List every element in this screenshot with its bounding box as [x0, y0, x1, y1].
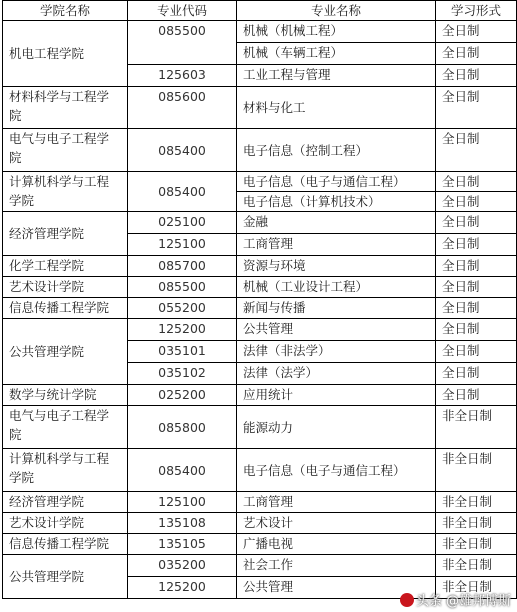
- table-row: [3, 319, 517, 341]
- major-cell: 艺术设计: [237, 513, 436, 534]
- header-mode: 学习形式: [436, 1, 517, 21]
- mode-cell: 全日制: [436, 298, 517, 319]
- mode-cell: 非全日制: [436, 577, 517, 599]
- major-cell: 工商管理: [237, 492, 436, 513]
- code-cell: 085400: [128, 449, 237, 492]
- major-cell: 机械（机械工程）: [237, 21, 436, 43]
- watermark-logo-icon: [400, 593, 414, 607]
- table-row: [3, 385, 517, 406]
- college-cell: 数学与统计学院: [3, 385, 128, 406]
- mode-cell: 全日制: [436, 43, 517, 65]
- college-cell: 艺术设计学院: [3, 277, 128, 298]
- major-cell: 材料与化工: [237, 87, 436, 129]
- table-header-row: [3, 1, 517, 21]
- table-row: [3, 212, 517, 234]
- table-row: [3, 406, 517, 449]
- major-cell: 金融: [237, 212, 436, 234]
- table-row: [3, 277, 517, 298]
- mode-cell: 非全日制: [436, 406, 517, 449]
- code-cell: 035101: [128, 341, 237, 363]
- major-cell: 机械（车辆工程）: [237, 43, 436, 65]
- mode-cell: 全日制: [436, 192, 517, 212]
- table-row: [3, 256, 517, 277]
- major-cell: 电子信息（计算机技术）: [237, 192, 436, 212]
- mode-cell: 全日制: [436, 385, 517, 406]
- major-cell: 法律（非法学）: [237, 341, 436, 363]
- mode-cell: 全日制: [436, 319, 517, 341]
- code-cell: 125200: [128, 577, 237, 599]
- header-major: 专业名称: [237, 1, 436, 21]
- major-cell: 电子信息（电子与通信工程）: [237, 449, 436, 492]
- code-cell: 125603: [128, 65, 237, 87]
- mode-cell: 非全日制: [436, 449, 517, 492]
- code-cell: 135108: [128, 513, 237, 534]
- college-cell: 机电工程学院: [3, 21, 128, 87]
- major-cell: 工业工程与管理: [237, 65, 436, 87]
- code-cell: 125100: [128, 234, 237, 256]
- college-cell: 信息传播工程学院: [3, 298, 128, 319]
- code-cell: 085600: [128, 87, 237, 129]
- code-cell: 055200: [128, 298, 237, 319]
- college-cell: 计算机科学与工程学院: [3, 172, 128, 212]
- code-cell: 025200: [128, 385, 237, 406]
- college-cell: 公共管理学院: [3, 319, 128, 385]
- table-row: [3, 534, 517, 555]
- code-cell: 125100: [128, 492, 237, 513]
- major-cell: 电子信息（电子与通信工程）: [237, 172, 436, 192]
- table-row: [3, 298, 517, 319]
- major-cell: 应用统计: [237, 385, 436, 406]
- major-cell: 电子信息（控制工程）: [237, 129, 436, 172]
- watermark-text: 头条 @雄邦博斯: [415, 594, 511, 609]
- college-cell: 艺术设计学院: [3, 513, 128, 534]
- mode-cell: 全日制: [436, 65, 517, 87]
- table-row: [3, 87, 517, 129]
- college-cell: 材料科学与工程学院: [3, 87, 128, 129]
- major-cell: 公共管理: [237, 577, 436, 599]
- major-cell: 工商管理: [237, 234, 436, 256]
- college-cell: 电气与电子工程学院: [3, 406, 128, 449]
- major-cell: 法律（法学）: [237, 363, 436, 385]
- mode-cell: 全日制: [436, 341, 517, 363]
- watermark: [400, 590, 511, 609]
- college-cell: 经济管理学院: [3, 212, 128, 256]
- college-cell: 公共管理学院: [3, 555, 128, 599]
- mode-cell: 非全日制: [436, 555, 517, 577]
- college-cell: 化学工程学院: [3, 256, 128, 277]
- mode-cell: 非全日制: [436, 492, 517, 513]
- code-cell: 125200: [128, 319, 237, 341]
- code-cell: 085800: [128, 406, 237, 449]
- header-college: 学院名称: [3, 1, 128, 21]
- code-cell: 025100: [128, 212, 237, 234]
- code-cell: 085400: [128, 129, 237, 172]
- mode-cell: 全日制: [436, 363, 517, 385]
- header-code: 专业代码: [128, 1, 237, 21]
- table-container: [2, 0, 517, 599]
- code-cell: 035102: [128, 363, 237, 385]
- mode-cell: 全日制: [436, 87, 517, 129]
- major-cell: 公共管理: [237, 319, 436, 341]
- code-cell: 135105: [128, 534, 237, 555]
- table-row: [3, 513, 517, 534]
- mode-cell: 全日制: [436, 21, 517, 43]
- table-row: [3, 129, 517, 172]
- major-cell: 机械（工业设计工程）: [237, 277, 436, 298]
- mode-cell: 全日制: [436, 256, 517, 277]
- college-cell: 经济管理学院: [3, 492, 128, 513]
- mode-cell: 非全日制: [436, 513, 517, 534]
- major-cell: 资源与环境: [237, 256, 436, 277]
- mode-cell: 全日制: [436, 129, 517, 172]
- mode-cell: 全日制: [436, 277, 517, 298]
- major-cell: 能源动力: [237, 406, 436, 449]
- mode-cell: 全日制: [436, 234, 517, 256]
- table-row: [3, 555, 517, 577]
- code-cell: 085500: [128, 21, 237, 65]
- mode-cell: 非全日制: [436, 534, 517, 555]
- code-cell: 085500: [128, 277, 237, 298]
- majors-table: [2, 0, 517, 599]
- table-row: [3, 449, 517, 492]
- college-cell: 信息传播工程学院: [3, 534, 128, 555]
- table-row: [3, 21, 517, 43]
- code-cell: 035200: [128, 555, 237, 577]
- college-cell: 计算机科学与工程学院: [3, 449, 128, 492]
- table-row: [3, 492, 517, 513]
- table-row: [3, 172, 517, 192]
- mode-cell: 全日制: [436, 172, 517, 192]
- major-cell: 新闻与传播: [237, 298, 436, 319]
- code-cell: 085700: [128, 256, 237, 277]
- major-cell: 广播电视: [237, 534, 436, 555]
- code-cell: 085400: [128, 172, 237, 212]
- major-cell: 社会工作: [237, 555, 436, 577]
- college-cell: 电气与电子工程学院: [3, 129, 128, 172]
- mode-cell: 全日制: [436, 212, 517, 234]
